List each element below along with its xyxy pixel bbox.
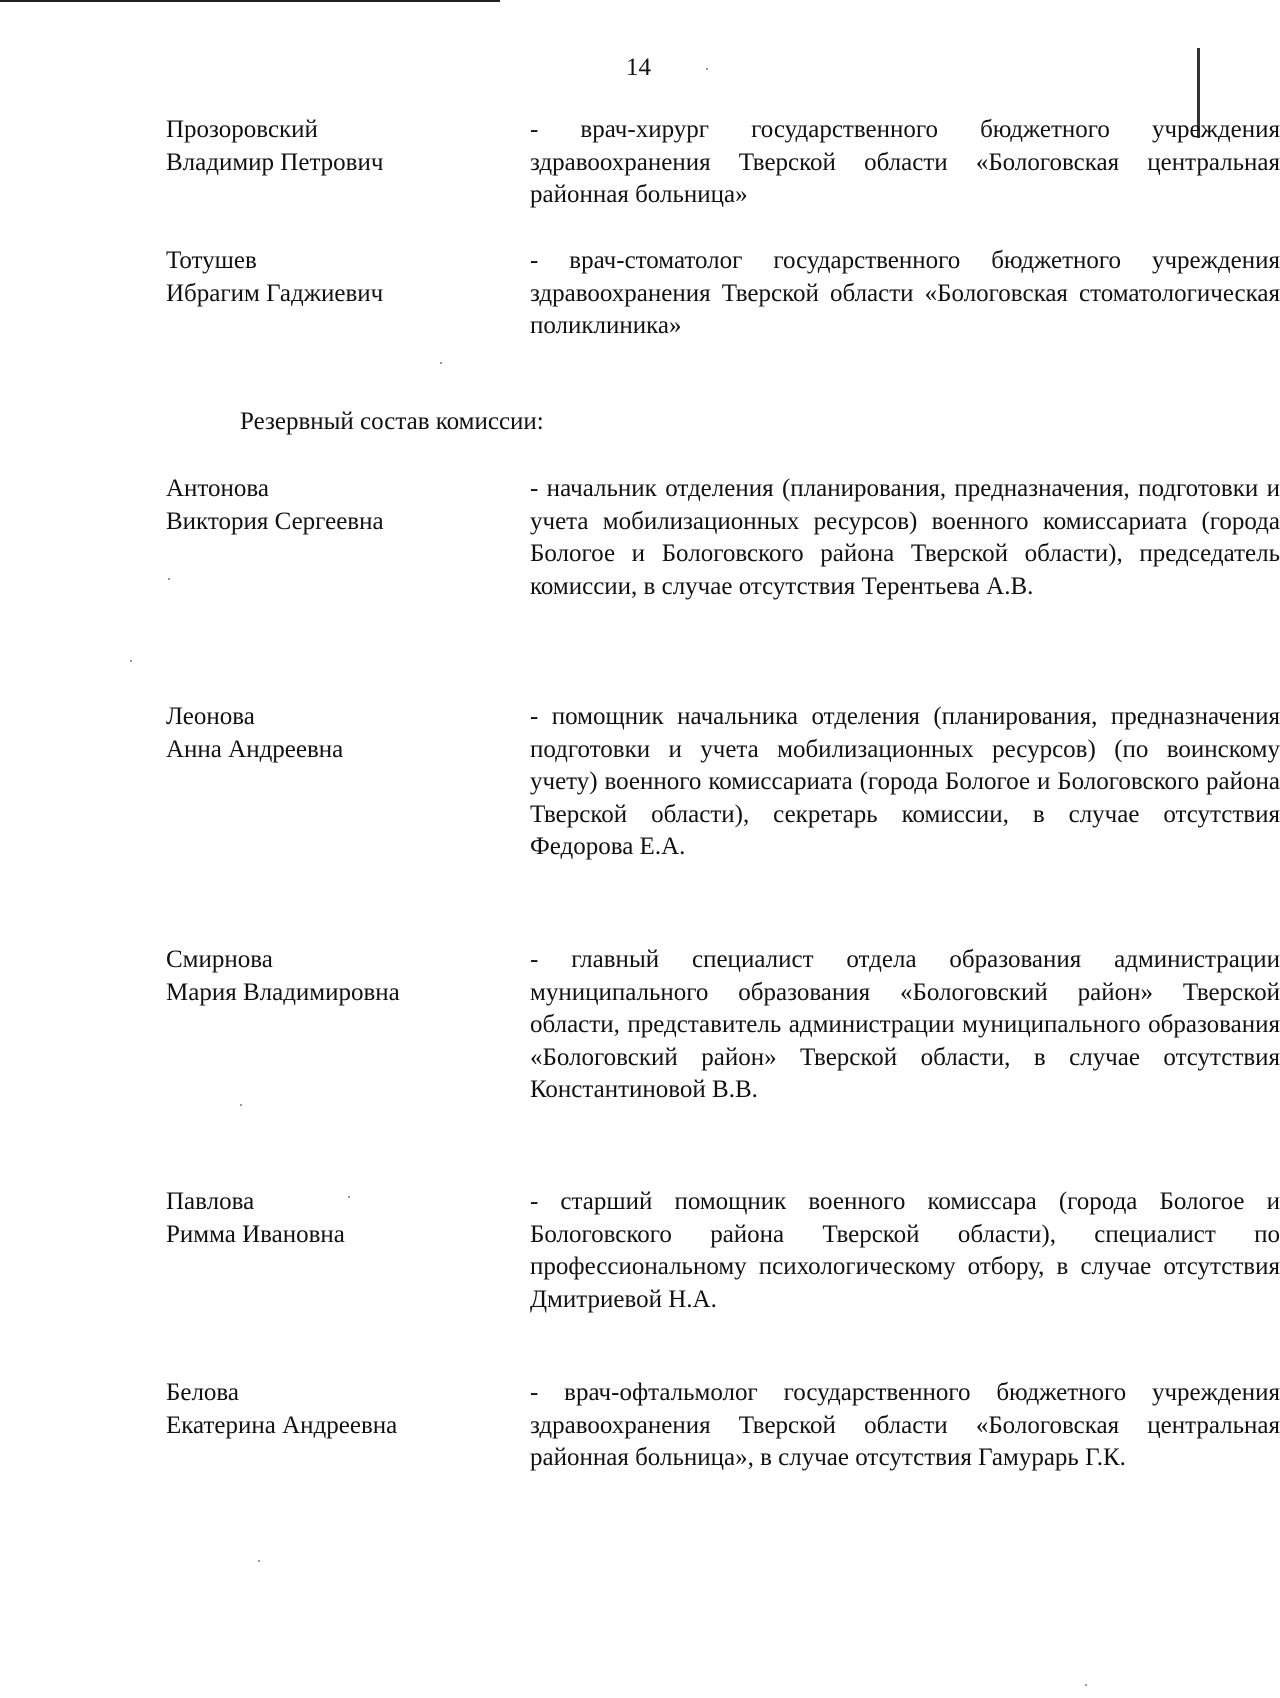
member-given-names: Екатерина Андреевна — [166, 1411, 398, 1439]
member-given-names: Мария Владимировна — [166, 978, 400, 1006]
member-name — [166, 701, 496, 766]
reserve-section-title: Резервный состав комиссии: — [240, 408, 544, 435]
scan-speck — [348, 1196, 350, 1198]
member-name — [166, 114, 496, 179]
scan-speck — [258, 1560, 260, 1562]
member-given-names: Анна Андреевна — [166, 735, 344, 763]
scan-speck — [240, 1104, 242, 1106]
member-name — [166, 1186, 496, 1251]
member-surname: Смирнова — [166, 946, 273, 973]
scan-speck — [130, 660, 132, 662]
member-surname: Павлова — [166, 1188, 255, 1215]
scan-speck — [1085, 1684, 1087, 1686]
scan-speck — [440, 362, 442, 364]
member-surname: Прозоровский — [166, 116, 318, 143]
member-role: - начальник отделения (планирования, предназначения, подготовки и учета мобилизационных ресурсов) военного комиссариата (города Бологое и Бологовского района Тверской области), председатель комиссии, в случае отсутствия Терентьева А.В. — [530, 475, 1280, 600]
scan-edge-top — [0, 0, 500, 2]
member-given-names: Ибрагим Гаджиевич — [166, 279, 384, 307]
member-given-names: Виктория Сергеевна — [166, 507, 384, 535]
scan-speck — [168, 578, 170, 580]
scan-speck — [706, 68, 708, 70]
member-role: - старший помощник военного комиссара (города Бологое и Бологовского района Тверской области), специалист по профессиональному психологическому отбору, в случае отсутствия Дмитриевой Н.А. — [530, 1188, 1280, 1313]
member-role: - врач-стоматолог государственного бюджетного учреждения здравоохранения Тверской области «Бологовская стоматологическая поликлиника» — [530, 247, 1280, 339]
member-role: - помощник начальника отделения (планирования, предназначения подготовки и учета мобилизационных ресурсов) (по воинскому учету) военного комиссариата (города Бологое и Бологовского района Тверской области), секретарь комиссии, в случае отсутствия Федорова Е.А. — [530, 703, 1280, 860]
member-name — [166, 944, 496, 1009]
member-role: - главный специалист отдела образования администрации муниципального образования «Бологовский район» Тверской области, представитель администрации муниципального образования «Бологовский район» Тверской области, в случае отсутствия Константиновой В.В. — [530, 946, 1280, 1103]
page-number: 14 — [626, 54, 651, 81]
member-surname: Леонова — [166, 703, 255, 730]
member-name — [166, 1377, 496, 1442]
member-given-names: Владимир Петрович — [166, 148, 384, 176]
member-name — [166, 245, 496, 310]
member-role: - врач-офтальмолог государственного бюджетного учреждения здравоохранения Тверской области «Бологовская центральная районная больница», в случае отсутствия Гамурарь Г.К. — [530, 1379, 1280, 1471]
member-surname: Тотушев — [166, 247, 257, 274]
member-surname: Белова — [166, 1379, 239, 1406]
member-name — [166, 473, 496, 538]
member-surname: Антонова — [166, 475, 269, 502]
member-given-names: Римма Ивановна — [166, 1220, 345, 1248]
member-role: - врач-хирург государственного бюджетного учреждения здравоохранения Тверской области «Бологовская центральная районная больница» — [530, 116, 1280, 208]
